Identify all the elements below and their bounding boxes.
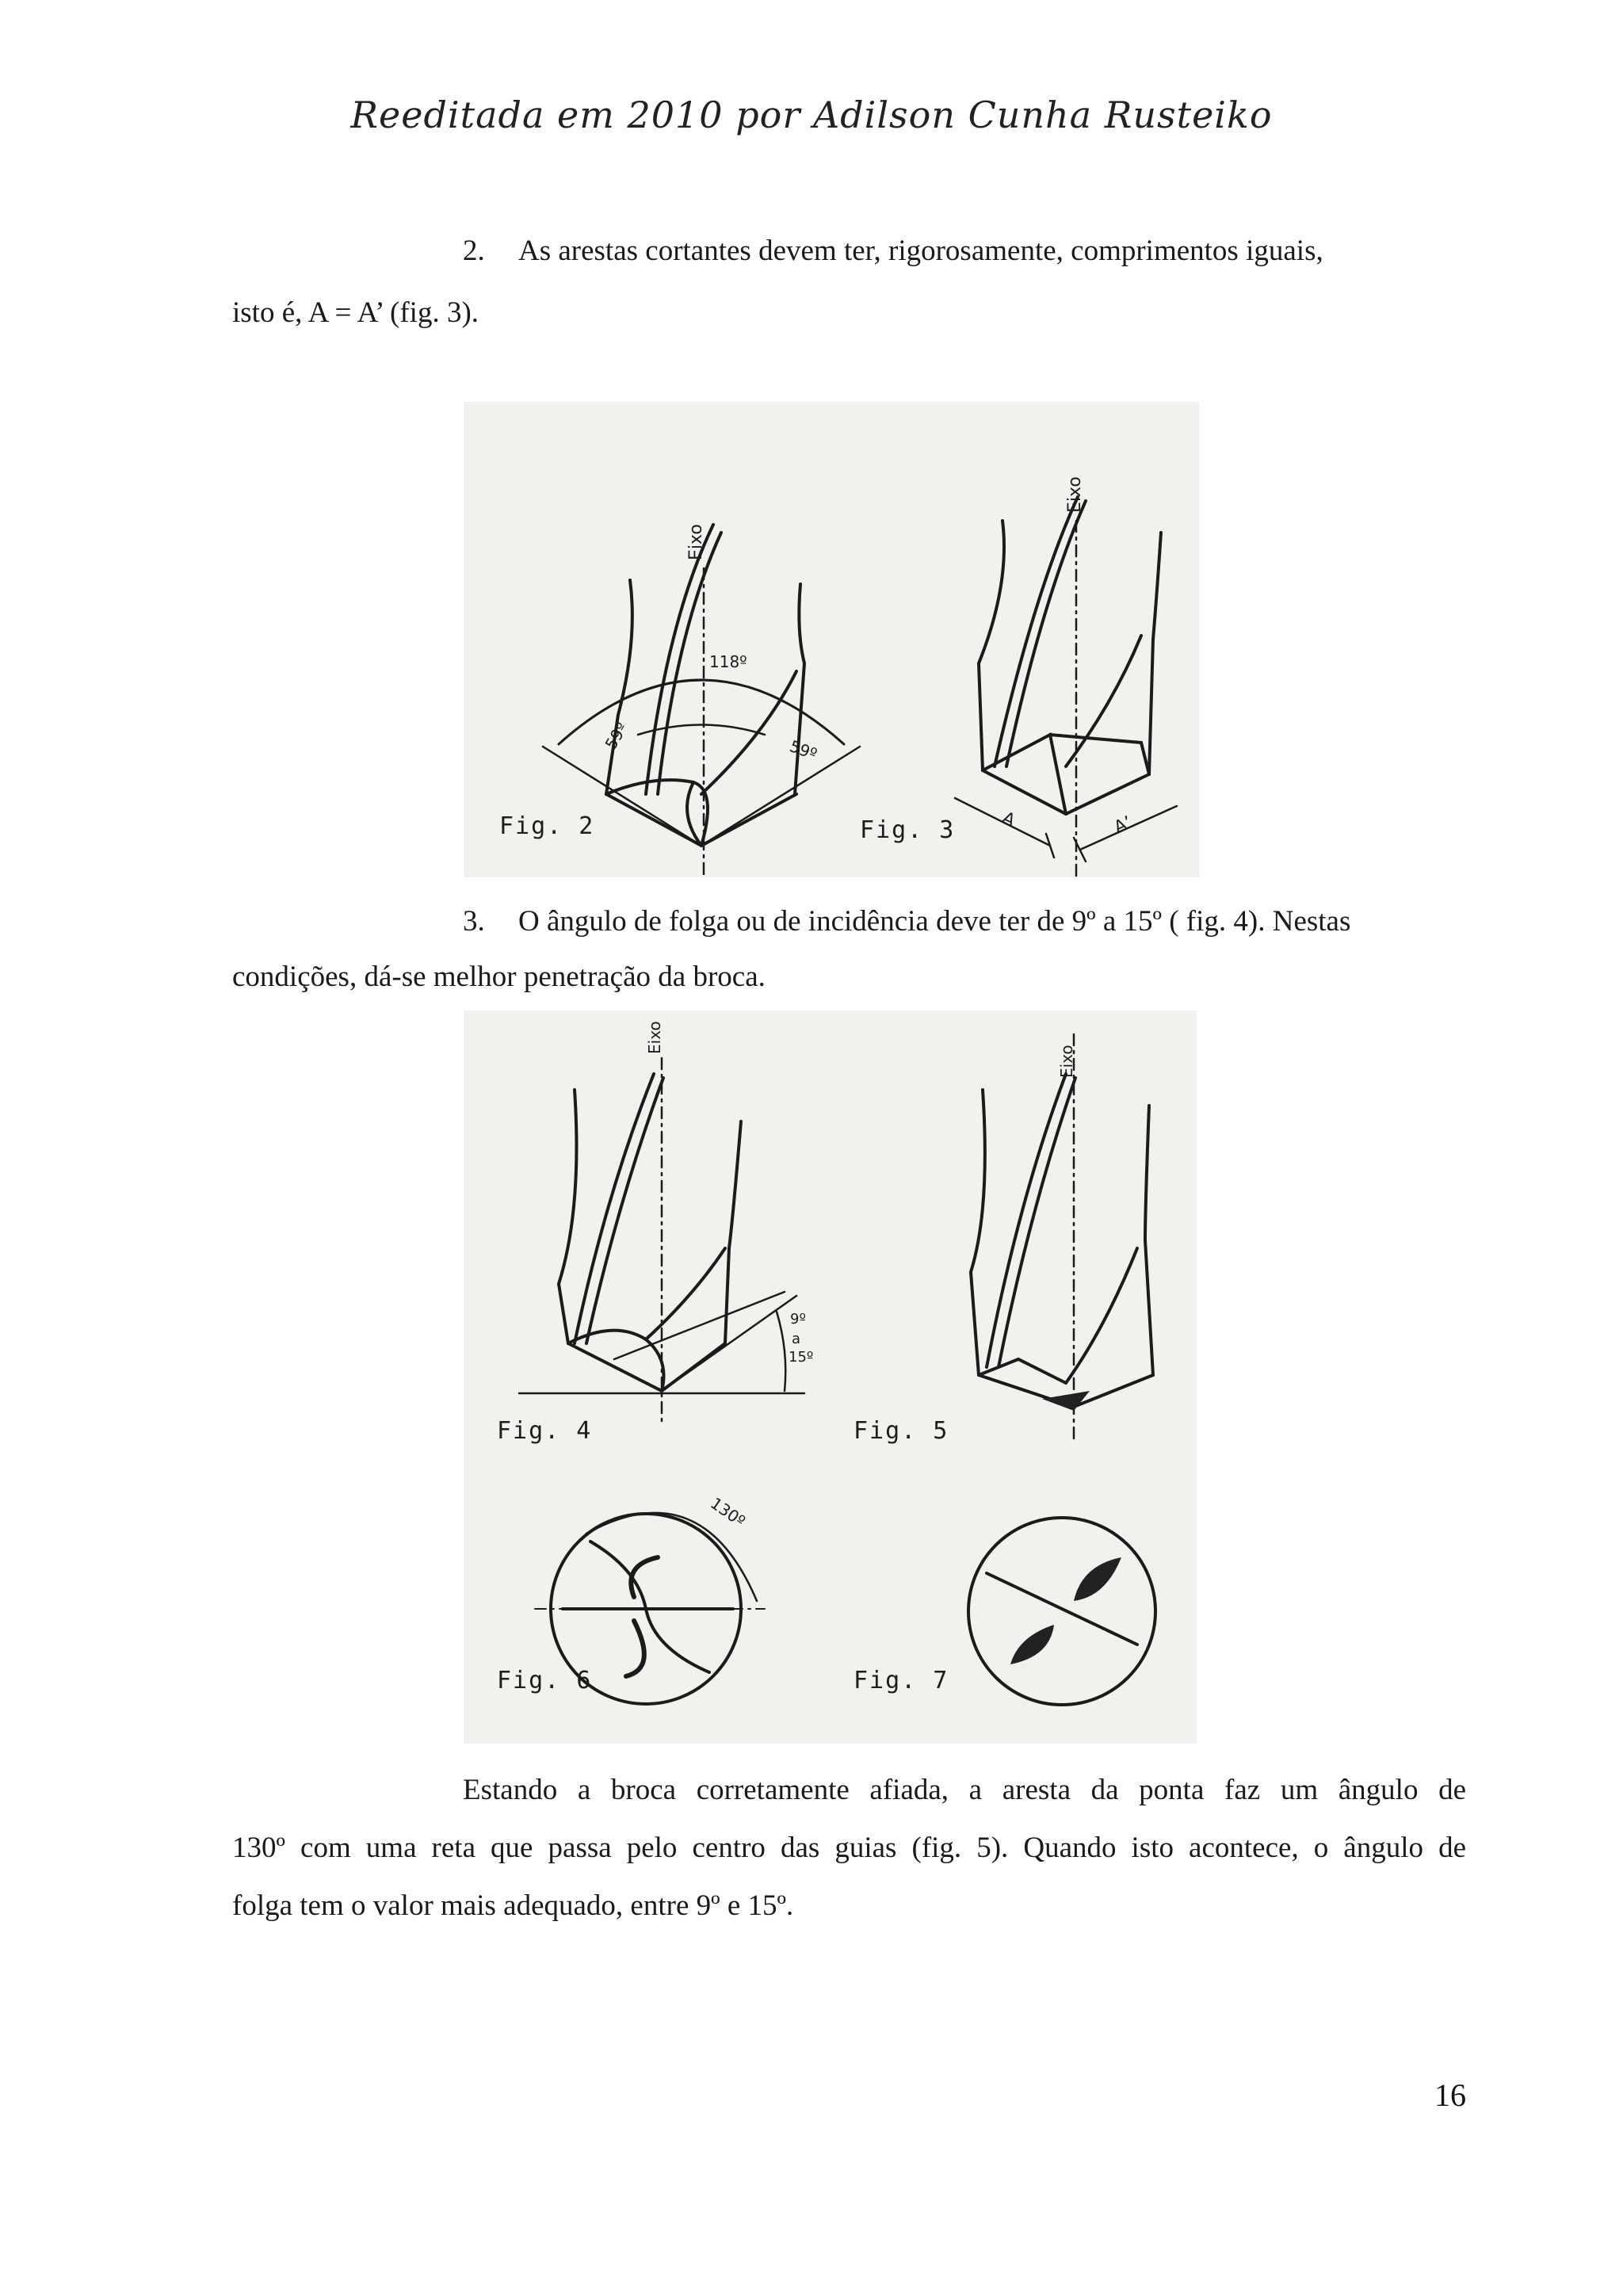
fig5-right-outline xyxy=(1145,1106,1153,1375)
item-3-number: 3. xyxy=(463,905,485,938)
fig3-flute-1 xyxy=(995,497,1078,766)
fig2-axis-label: Eixo xyxy=(686,524,706,560)
fig2-flute-3 xyxy=(701,671,796,794)
fig4-axis-label: Eixo xyxy=(645,1021,664,1054)
fig7-flute-b xyxy=(1010,1625,1054,1664)
fig2-cutting-edges xyxy=(606,794,796,846)
fig4-chisel xyxy=(568,1331,664,1391)
fig3-face xyxy=(983,735,1066,814)
fig5-point-shade xyxy=(1042,1391,1090,1411)
fig3-axis-label: Eixo xyxy=(1065,476,1085,513)
item-2-number: 2. xyxy=(463,235,485,267)
fig4-clearance-line xyxy=(662,1296,796,1391)
fig6-lip-1 xyxy=(590,1541,646,1609)
fig6-angle-label: 130º xyxy=(707,1493,749,1531)
fig7-flute-a xyxy=(1074,1557,1121,1601)
fig2-left-outline xyxy=(606,580,632,794)
item-2-line-2: isto é, A = A’ (fig. 3). xyxy=(232,296,479,329)
fig5-caption: Fig. 5 xyxy=(854,1417,949,1445)
closing-line-1: Estando a broca corretamente afiada, a aresta da ponta faz um ângulo de xyxy=(463,1774,1466,1806)
fig3-face-2 xyxy=(1050,735,1149,774)
fig2-caption: Fig. 2 xyxy=(499,812,595,840)
figure-2-3-drawing xyxy=(464,402,1199,877)
fig5-flute-1 xyxy=(987,1074,1066,1367)
fig7-caption: Fig. 7 xyxy=(854,1667,949,1694)
fig5-flute-2 xyxy=(999,1078,1075,1367)
fig5-left-outline xyxy=(971,1090,985,1375)
fig4-angle-arc xyxy=(777,1312,785,1391)
fig3-dim-ticks xyxy=(1046,834,1086,861)
closing-line-2: 130º com uma reta que passa pelo centro das guias (fig. 5). Quando isto acontece, o ângulo de xyxy=(232,1832,1466,1864)
figure-4-7-drawing xyxy=(464,1010,1197,1744)
item-2-line-1 xyxy=(463,236,1323,266)
fig5-axis-label: Eixo xyxy=(1057,1045,1076,1078)
fig3-left-outline xyxy=(979,521,1004,770)
fig4-angle-min-label: 9º xyxy=(790,1311,806,1328)
fig7-chisel-line xyxy=(987,1573,1137,1645)
closing-line-3: folga tem o valor mais adequado, entre 9º e 15º. xyxy=(232,1889,794,1922)
fig3-caption: Fig. 3 xyxy=(860,816,956,844)
fig6-lip-2 xyxy=(646,1609,709,1672)
fig4-flute-2 xyxy=(586,1078,663,1343)
fig4-angle-max-label: 15º xyxy=(789,1349,814,1366)
fig4-cutting-edges xyxy=(568,1343,725,1391)
fig4-angle-sep-label: a xyxy=(792,1331,801,1347)
fig3-flute-2 xyxy=(1006,501,1086,766)
figure-clearance-angles xyxy=(464,1010,1197,1744)
running-header: Reeditada em 2010 por Adilson Cunha Rusteiko xyxy=(350,94,1273,136)
fig2-inner-arc xyxy=(638,725,765,735)
fig6-flute-b xyxy=(626,1621,644,1676)
fig3-right-outline xyxy=(1149,533,1161,774)
item-3-line-1 xyxy=(463,907,1350,936)
fig6-flute-a xyxy=(631,1557,658,1597)
page-number: 16 xyxy=(1434,2077,1466,2113)
fig6-caption: Fig. 6 xyxy=(497,1667,593,1694)
item-2-text-1: As arestas cortantes devem ter, rigorosamente, comprimentos iguais, xyxy=(518,235,1323,267)
fig2-angle-59-right-label: 59º xyxy=(787,736,820,764)
fig2-angle-59-left-label: 59º xyxy=(601,719,632,753)
fig2-right-outline xyxy=(795,584,804,794)
fig2-angle-118-label: 118º xyxy=(709,652,747,671)
fig4-extension-line xyxy=(614,1292,785,1359)
figure-drill-point-angles xyxy=(464,402,1199,877)
fig3-label-a: A xyxy=(999,808,1018,831)
fig7-circle xyxy=(968,1518,1155,1705)
fig4-flute-1 xyxy=(575,1074,654,1343)
fig5-flute-3 xyxy=(1066,1248,1137,1383)
fig3-label-a-prime: A’ xyxy=(1110,812,1136,839)
fig4-left-outline xyxy=(559,1090,577,1343)
fig2-chisel-curve xyxy=(687,782,701,846)
item-3-text-1: O ângulo de folga ou de incidência deve ter de 9º a 15º ( fig. 4). Nestas xyxy=(518,905,1351,938)
fig4-flute-3 xyxy=(646,1248,725,1339)
fig4-caption: Fig. 4 xyxy=(497,1417,593,1445)
item-3-line-2: condições, dá-se melhor penetração da broca. xyxy=(232,961,766,993)
